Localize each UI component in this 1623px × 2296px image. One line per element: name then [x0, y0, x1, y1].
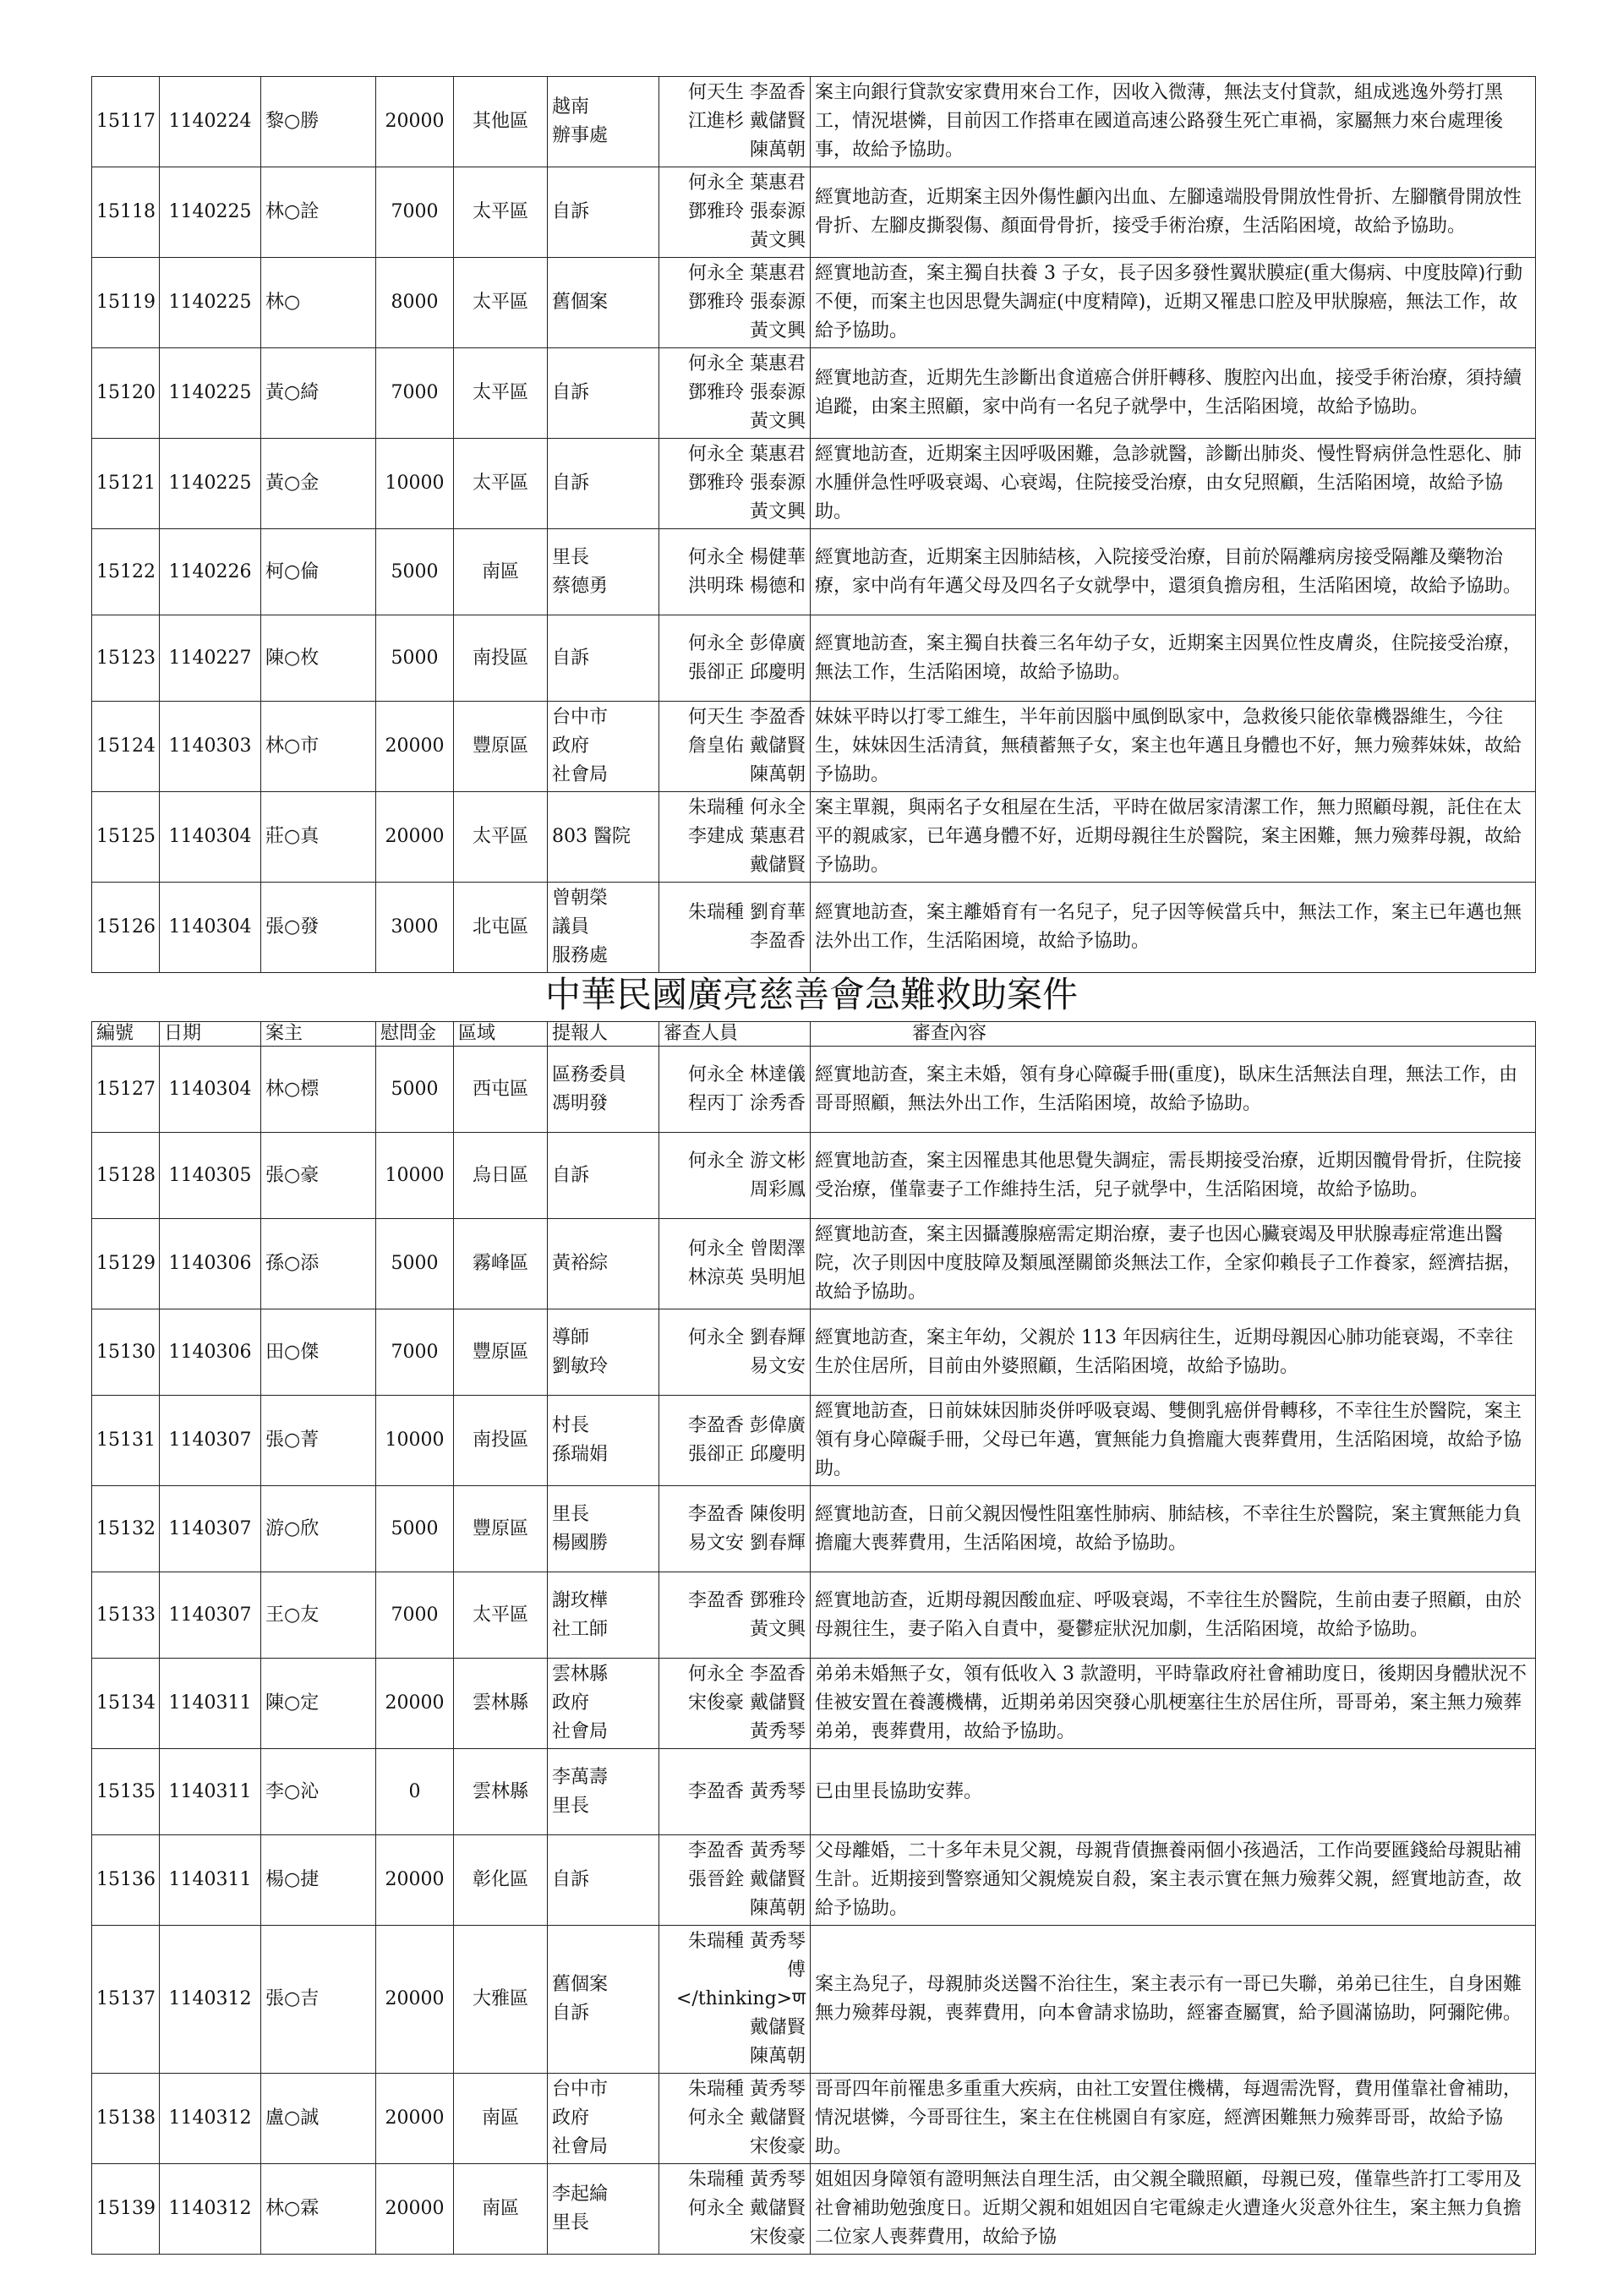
case-name: 林○標: [261, 1047, 376, 1133]
case-reporter: 村長 孫瑞娟: [548, 1396, 659, 1486]
case-name: 林○詮: [261, 167, 376, 258]
case-reporter: 曾朝榮 議員 服務處: [548, 883, 659, 973]
case-id: 15120: [92, 348, 160, 439]
case-area: 太平區: [454, 348, 548, 439]
case-reviewers: 何永全 林達儀 程丙丁 涂秀香: [659, 1047, 811, 1133]
table-row: [92, 1133, 1536, 1219]
case-date: 1140225: [160, 258, 261, 348]
case-amount: 5000: [376, 1219, 454, 1309]
case-content: 經實地訪查，近期案主因外傷性顱內出血、左腳遠端股骨開放性骨折、左腳髕骨開放性骨折、左腳皮撕裂傷、顏面骨骨折，接受手術治療，生活陷困境，故給予協助。: [811, 167, 1536, 258]
case-reporter: 區務委員 馮明發: [548, 1047, 659, 1133]
header-date: 日期: [160, 1022, 261, 1047]
case-amount: 20000: [376, 2074, 454, 2164]
case-id: 15131: [92, 1396, 160, 1486]
case-reporter: 里長 楊國勝: [548, 1486, 659, 1572]
case-reviewers: 朱瑞種 黃秀琴 何永全 戴儲賢 宋俊豪: [659, 2164, 811, 2255]
case-name: 柯○倫: [261, 529, 376, 615]
case-amount: 5000: [376, 1047, 454, 1133]
case-name: 田○傑: [261, 1309, 376, 1396]
case-amount: 7000: [376, 167, 454, 258]
case-content: 經實地訪查，案主因罹患其他思覺失調症，需長期接受治療，近期因髖骨骨折，住院接受治療，僅靠妻子工作維持生活，兒子就學中，生活陷困境，故給予協助。: [811, 1133, 1536, 1219]
table-row: [92, 1659, 1536, 1749]
case-id: 15134: [92, 1659, 160, 1749]
case-area: 北屯區: [454, 883, 548, 973]
case-table-1: [91, 76, 1536, 973]
case-id: 15122: [92, 529, 160, 615]
case-content: 經實地訪查，近期母親因酸血症、呼吸衰竭，不幸往生於醫院，生前由妻子照顧，由於母親往生，妻子陷入自責中，憂鬱症狀況加劇，生活陷困境，故給予協助。: [811, 1572, 1536, 1659]
case-content: 經實地訪查，案主未婚，領有身心障礙手冊(重度)，臥床生活無法自理，無法工作，由哥哥照顧，無法外出工作，生活陷困境，故給予協助。: [811, 1047, 1536, 1133]
table-row: [92, 1572, 1536, 1659]
case-date: 1140311: [160, 1835, 261, 1926]
case-date: 1140303: [160, 702, 261, 792]
case-reviewers: 何永全 劉春輝 易文安: [659, 1309, 811, 1396]
case-reviewers: 朱瑞種 劉育華 李盈香: [659, 883, 811, 973]
case-name: 黃○金: [261, 439, 376, 529]
case-reporter: 自訴: [548, 615, 659, 702]
case-reporter: 導師 劉敏玲: [548, 1309, 659, 1396]
table-row: [92, 1396, 1536, 1486]
case-area: 其他區: [454, 77, 548, 167]
case-amount: 7000: [376, 1572, 454, 1659]
case-reporter: 李萬壽 里長: [548, 1749, 659, 1835]
case-reviewers: 何永全 葉惠君 鄧雅玲 張泰源 黃文興: [659, 258, 811, 348]
case-reviewers: 李盈香 彭偉廣 張卻正 邱慶明: [659, 1396, 811, 1486]
case-date: 1140307: [160, 1396, 261, 1486]
case-name: 張○菁: [261, 1396, 376, 1486]
case-id: 15119: [92, 258, 160, 348]
case-name: 林○市: [261, 702, 376, 792]
case-amount: 8000: [376, 258, 454, 348]
case-reporter: 李起綸 里長: [548, 2164, 659, 2255]
case-reporter: 自訴: [548, 1835, 659, 1926]
case-area: 豐原區: [454, 702, 548, 792]
table-row: [92, 702, 1536, 792]
case-reviewers: 何永全 葉惠君 鄧雅玲 張泰源 黃文興: [659, 167, 811, 258]
case-reporter: 台中市 政府 社會局: [548, 2074, 659, 2164]
case-reporter: 越南 辦事處: [548, 77, 659, 167]
case-amount: 20000: [376, 1926, 454, 2074]
case-date: 1140304: [160, 883, 261, 973]
case-amount: 5000: [376, 529, 454, 615]
case-reporter: 黃裕綜: [548, 1219, 659, 1309]
case-id: 15135: [92, 1749, 160, 1835]
case-date: 1140312: [160, 1926, 261, 2074]
case-content: 經實地訪查，近期案主因肺結核，入院接受治療，目前於隔離病房接受隔離及藥物治療，家中尚有年邁父母及四名子女就學中，還須負擔房租，生活陷困境，故給予協助。: [811, 529, 1536, 615]
case-reviewers: 何永全 楊健華 洪明珠 楊德和: [659, 529, 811, 615]
case-date: 1140306: [160, 1219, 261, 1309]
case-content: 經實地訪查，案主離婚育有一名兒子，兒子因等候當兵中，無法工作，案主已年邁也無法外出工作，生活陷困境，故給予協助。: [811, 883, 1536, 973]
case-reviewers: 李盈香 鄧雅玲 黃文興: [659, 1572, 811, 1659]
case-reporter: 謝玫樺 社工師: [548, 1572, 659, 1659]
case-amount: 20000: [376, 702, 454, 792]
case-name: 王○友: [261, 1572, 376, 1659]
table-row: [92, 77, 1536, 167]
case-content: 妹妹平時以打零工維生，半年前因腦中風倒臥家中，急救後只能依靠機器維生，今往生，妹妹因生活清貧，無積蓄無子女，案主也年邁且身體也不好，無力殮葬妹妹，故給予協助。: [811, 702, 1536, 792]
table-row: [92, 439, 1536, 529]
case-id: 15133: [92, 1572, 160, 1659]
case-name: 林○: [261, 258, 376, 348]
case-amount: 10000: [376, 439, 454, 529]
case-date: 1140311: [160, 1749, 261, 1835]
case-id: 15138: [92, 2074, 160, 2164]
case-amount: 20000: [376, 1659, 454, 1749]
case-area: 烏日區: [454, 1133, 548, 1219]
case-reviewers: 何永全 李盈香 宋俊豪 戴儲賢 黃秀琴: [659, 1659, 811, 1749]
case-area: 太平區: [454, 258, 548, 348]
table-row: [92, 1926, 1536, 2074]
case-content: 已由里長協助安葬。: [811, 1749, 1536, 1835]
case-reporter: 自訴: [548, 167, 659, 258]
case-name: 張○豪: [261, 1133, 376, 1219]
case-content: 案主單親，與兩名子女租屋在生活，平時在做居家清潔工作，無力照顧母親，託住在太平的親戚家，已年邁身體不好，近期母親往生於醫院，案主困難，無力殮葬母親，故給予協助。: [811, 792, 1536, 883]
case-content: 案主為兒子，母親肺炎送醫不治往生，案主表示有一哥已失聯，弟弟已往生，自身困難無力殮葬母親，喪葬費用，向本會請求協助，經審查屬實，給予圓滿協助，阿彌陀佛。: [811, 1926, 1536, 2074]
case-date: 1140226: [160, 529, 261, 615]
case-id: 15118: [92, 167, 160, 258]
case-reporter: 舊個案 自訴: [548, 1926, 659, 2074]
case-name: 陳○定: [261, 1659, 376, 1749]
case-id: 15130: [92, 1309, 160, 1396]
case-name: 盧○誠: [261, 2074, 376, 2164]
case-name: 張○發: [261, 883, 376, 973]
case-table-2: [91, 1021, 1536, 2255]
case-date: 1140311: [160, 1659, 261, 1749]
table-row: [92, 2164, 1536, 2255]
case-content: 父母離婚，二十多年未見父親，母親背債撫養兩個小孩過活，工作尚要匯錢給母親貼補生計。近期接到警察通知父親燒炭自殺，案主表示實在無力殮葬父親，經實地訪查，故給予協助。: [811, 1835, 1536, 1926]
case-name: 莊○真: [261, 792, 376, 883]
case-area: 太平區: [454, 439, 548, 529]
case-date: 1140304: [160, 792, 261, 883]
case-id: 15129: [92, 1219, 160, 1309]
case-reporter: 雲林縣 政府 社會局: [548, 1659, 659, 1749]
case-reviewers: 何永全 曾閎澤 林涼英 吳明旭: [659, 1219, 811, 1309]
case-area: 雲林縣: [454, 1749, 548, 1835]
case-date: 1140312: [160, 2074, 261, 2164]
table-row: [92, 1219, 1536, 1309]
case-reviewers: 朱瑞種 黃秀琴 何永全 戴儲賢 宋俊豪: [659, 2074, 811, 2164]
table-header-row: [92, 1022, 1536, 1047]
table-row: [92, 2074, 1536, 2164]
case-content: 案主向銀行貸款安家費用來台工作，因收入微薄，無法支付貸款，組成逃逸外勞打黑工，情況堪憐，目前因工作搭車在國道高速公路發生死亡車禍，家屬無力來台處理後事，故給予協助。: [811, 77, 1536, 167]
case-reporter: 自訴: [548, 439, 659, 529]
case-reporter: 里長 蔡德勇: [548, 529, 659, 615]
table-row: [92, 258, 1536, 348]
case-reviewers: 朱瑞種 何永全 李建成 葉惠君 戴儲賢: [659, 792, 811, 883]
case-reviewers: 何永全 葉惠君 鄧雅玲 張泰源 黃文興: [659, 439, 811, 529]
table-row: [92, 529, 1536, 615]
table-row: [92, 615, 1536, 702]
case-area: 霧峰區: [454, 1219, 548, 1309]
case-table-2-body: [92, 1022, 1536, 2255]
case-date: 1140304: [160, 1047, 261, 1133]
case-date: 1140306: [160, 1309, 261, 1396]
case-amount: 20000: [376, 2164, 454, 2255]
case-area: 雲林縣: [454, 1659, 548, 1749]
case-id: 15126: [92, 883, 160, 973]
case-reporter: 舊個案: [548, 258, 659, 348]
case-reviewers: 李盈香 黃秀琴: [659, 1749, 811, 1835]
header-amount: 慰問金: [376, 1022, 454, 1047]
case-id: 15123: [92, 615, 160, 702]
header-name: 案主: [261, 1022, 376, 1047]
case-area: 太平區: [454, 1572, 548, 1659]
table-row: [92, 1486, 1536, 1572]
case-date: 1140227: [160, 615, 261, 702]
case-amount: 20000: [376, 77, 454, 167]
case-amount: 7000: [376, 348, 454, 439]
case-date: 1140305: [160, 1133, 261, 1219]
case-amount: 10000: [376, 1396, 454, 1486]
case-name: 陳○枚: [261, 615, 376, 702]
case-amount: 0: [376, 1749, 454, 1835]
case-table-1-body: [92, 77, 1536, 973]
case-name: 黎○勝: [261, 77, 376, 167]
case-amount: 5000: [376, 1486, 454, 1572]
case-date: 1140307: [160, 1486, 261, 1572]
case-reviewers: 何天生 李盈香 詹皇佑 戴儲賢 陳萬朝: [659, 702, 811, 792]
case-date: 1140312: [160, 2164, 261, 2255]
case-content: 經實地訪查，案主因攝護腺癌需定期治療，妻子也因心臟衰竭及甲狀腺毒症常進出醫院，次子則因中度肢障及類風溼關節炎無法工作，全家仰賴長子工作養家，經濟拮据，故給予協助。: [811, 1219, 1536, 1309]
table-row: [92, 1835, 1536, 1926]
header-area: 區域: [454, 1022, 548, 1047]
case-area: 南投區: [454, 1396, 548, 1486]
case-reporter: 台中市 政府 社會局: [548, 702, 659, 792]
header-reviewers: 審查人員: [659, 1022, 811, 1047]
case-reporter: 803 醫院: [548, 792, 659, 883]
case-content: 弟弟未婚無子女，領有低收入 3 款證明，平時靠政府社會補助度日，後期因身體狀況不佳被安置在養護機構，近期弟弟因突發心肌梗塞往生於居住所，哥哥弟，案主無力殮葬弟弟，喪葬費用，故給予協助。: [811, 1659, 1536, 1749]
case-reviewers: 朱瑞種 黃秀琴 傅</thinking>ण 戴儲賢 陳萬朝: [659, 1926, 811, 2074]
case-date: 1140225: [160, 348, 261, 439]
case-area: 豐原區: [454, 1486, 548, 1572]
page-title: 中華民國廣亮慈善會急難救助案件: [544, 974, 1078, 1015]
case-id: 15137: [92, 1926, 160, 2074]
case-content: 哥哥四年前罹患多重重大疾病，由社工安置住機構，每週需洗腎，費用僅靠社會補助，情況堪憐，今哥哥往生，案主在住桃園自有家庭，經濟困難無力殮葬哥哥，故給予協助。: [811, 2074, 1536, 2164]
header-content: 審查內容: [811, 1022, 1536, 1047]
case-amount: 20000: [376, 792, 454, 883]
case-name: 游○欣: [261, 1486, 376, 1572]
case-reviewers: 李盈香 黃秀琴 張晉銓 戴儲賢 陳萬朝: [659, 1835, 811, 1926]
case-reviewers: 李盈香 陳俊明 易文安 劉春輝: [659, 1486, 811, 1572]
case-reviewers: 何天生 李盈香 江進杉 戴儲賢 陳萬朝: [659, 77, 811, 167]
table-row: [92, 1309, 1536, 1396]
case-id: 15117: [92, 77, 160, 167]
case-content: 姐姐因身障領有證明無法自理生活，由父親全職照顧，母親已歿，僅靠些許打工零用及社會補助勉強度日。近期父親和姐姐因自宅電線走火遭逢火災意外往生，案主無力負擔二位家人喪葬費用，故給予協: [811, 2164, 1536, 2255]
case-area: 太平區: [454, 167, 548, 258]
case-amount: 5000: [376, 615, 454, 702]
case-name: 張○吉: [261, 1926, 376, 2074]
case-name: 林○霖: [261, 2164, 376, 2255]
table-row: [92, 792, 1536, 883]
case-id: 15125: [92, 792, 160, 883]
table-row: [92, 1749, 1536, 1835]
case-content: 經實地訪查，近期先生診斷出食道癌合併肝轉移、腹腔內出血，接受手術治療，須持續追蹤，由案主照顧，家中尚有一名兒子就學中，生活陷困境，故給予協助。: [811, 348, 1536, 439]
case-reviewers: 何永全 葉惠君 鄧雅玲 張泰源 黃文興: [659, 348, 811, 439]
case-name: 孫○添: [261, 1219, 376, 1309]
case-area: 豐原區: [454, 1309, 548, 1396]
case-date: 1140225: [160, 439, 261, 529]
case-id: 15136: [92, 1835, 160, 1926]
table-row: [92, 348, 1536, 439]
case-date: 1140225: [160, 167, 261, 258]
case-reviewers: 何永全 游文彬 周彩鳳: [659, 1133, 811, 1219]
case-date: 1140224: [160, 77, 261, 167]
case-area: 南投區: [454, 615, 548, 702]
case-name: 楊○捷: [261, 1835, 376, 1926]
case-id: 15139: [92, 2164, 160, 2255]
case-area: 西屯區: [454, 1047, 548, 1133]
case-id: 15128: [92, 1133, 160, 1219]
case-content: 經實地訪查，案主年幼，父親於 113 年因病往生，近期母親因心肺功能衰竭，不幸往生於住居所，目前由外婆照顧，生活陷困境，故給予協助。: [811, 1309, 1536, 1396]
case-name: 黃○綺: [261, 348, 376, 439]
case-reviewers: 何永全 彭偉廣 張卻正 邱慶明: [659, 615, 811, 702]
header-reporter: 提報人: [548, 1022, 659, 1047]
case-reporter: 自訴: [548, 1133, 659, 1219]
case-area: 南區: [454, 2074, 548, 2164]
case-reporter: 自訴: [548, 348, 659, 439]
case-id: 15124: [92, 702, 160, 792]
case-date: 1140307: [160, 1572, 261, 1659]
case-id: 15121: [92, 439, 160, 529]
case-amount: 3000: [376, 883, 454, 973]
case-content: 經實地訪查，日前妹妹因肺炎併呼吸衰竭、雙側乳癌併骨轉移，不幸往生於醫院，案主領有身心障礙手冊，父母已年邁，實無能力負擔龐大喪葬費用，生活陷困境，故給予協助。: [811, 1396, 1536, 1486]
case-area: 彰化區: [454, 1835, 548, 1926]
case-amount: 20000: [376, 1835, 454, 1926]
case-area: 南區: [454, 529, 548, 615]
case-amount: 10000: [376, 1133, 454, 1219]
case-content: 經實地訪查，案主獨自扶養三名年幼子女，近期案主因異位性皮膚炎，住院接受治療，無法工作，生活陷困境，故給予協助。: [811, 615, 1536, 702]
case-name: 李○沁: [261, 1749, 376, 1835]
table-row: [92, 1047, 1536, 1133]
case-id: 15132: [92, 1486, 160, 1572]
case-amount: 7000: [376, 1309, 454, 1396]
case-content: 經實地訪查，近期案主因呼吸困難，急診就醫，診斷出肺炎、慢性腎病併急性惡化、肺水腫併急性呼吸衰竭、心衰竭，住院接受治療，由女兒照顧，生活陷困境，故給予協助。: [811, 439, 1536, 529]
case-area: 太平區: [454, 792, 548, 883]
case-area: 南區: [454, 2164, 548, 2255]
header-id: 編號: [92, 1022, 160, 1047]
case-content: 經實地訪查，案主獨自扶養 3 子女，長子因多發性翼狀膜症(重大傷病、中度肢障)行動不便，而案主也因思覺失調症(中度精障)，近期又罹患口腔及甲狀腺癌，無法工作，故給予協助。: [811, 258, 1536, 348]
case-area: 大雅區: [454, 1926, 548, 2074]
case-id: 15127: [92, 1047, 160, 1133]
table-row: [92, 883, 1536, 973]
table-row: [92, 167, 1536, 258]
case-content: 經實地訪查，日前父親因慢性阻塞性肺病、肺結核，不幸往生於醫院，案主實無能力負擔龐大喪葬費用，生活陷困境，故給予協助。: [811, 1486, 1536, 1572]
